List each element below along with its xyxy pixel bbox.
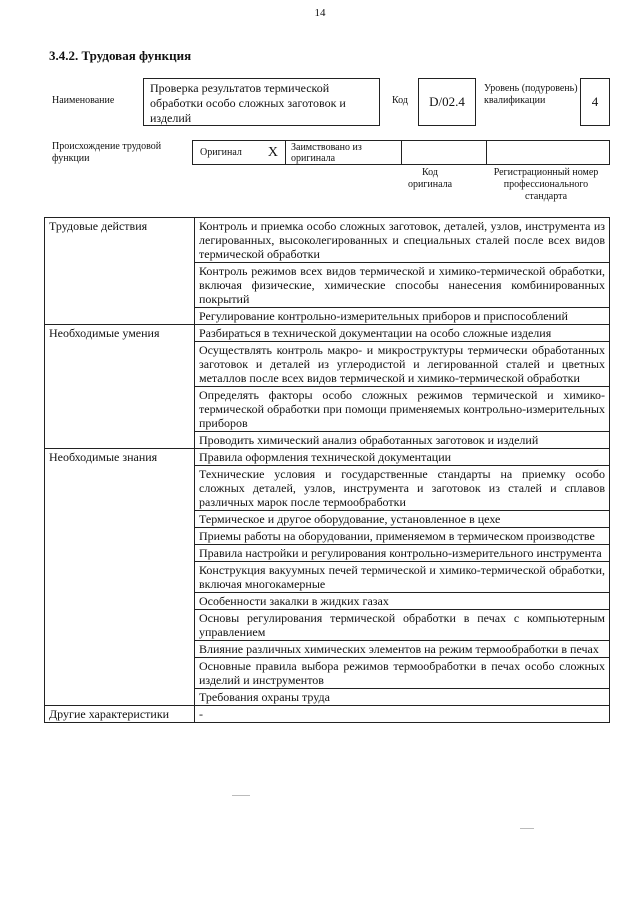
level-value-box: 4 — [580, 78, 610, 126]
function-name-box: Проверка результатов термической обработки особо сложных заготовок и изделий — [143, 78, 380, 126]
level-label: Уровень (подуровень) квалификации — [484, 83, 578, 106]
knowledge-item: Технические условия и государственные стандарты на приемку особо сложных деталей, узлов, инструмента и заготовок из сталей и сплавов различных марок после термообработки — [195, 466, 610, 511]
borrowed-label: Заимствовано из оригинала — [286, 141, 402, 164]
labor-actions-label: Трудовые действия — [45, 218, 195, 325]
code-label: Код — [392, 95, 408, 106]
scan-artifact — [232, 795, 250, 796]
knowledge-item: Основные правила выбора режимов термообработки в печах особо сложных изделий и инструментов — [195, 658, 610, 689]
skill-item: Осуществлять контроль макро- и микроструктуры термически обработанных заготовок и деталей из углеродистой и легированной сталей и цветных металлов после всех видов термической и химико-термической обработки — [195, 342, 610, 387]
registration-number-cell — [487, 141, 609, 164]
knowledge-item: Конструкция вакуумных печей термической и химико-термической обработки, включая многокамерные — [195, 562, 610, 593]
origin-label: Происхождение трудовой функции — [52, 141, 162, 164]
knowledge-item: Требования охраны труда — [195, 689, 610, 706]
required-skills-label: Необходимые умения — [45, 325, 195, 449]
registration-caption: Регистрационный номер профессионального стандарта — [493, 167, 599, 202]
knowledge-item: Правила настройки и регулирования контрольно-измерительного инструмента — [195, 545, 610, 562]
scan-artifact — [520, 828, 534, 829]
origin-row — [192, 140, 610, 165]
original-label: Оригинал — [200, 147, 242, 158]
labor-action-item: Контроль и приемка особо сложных заготовок, деталей, узлов, инструмента из легированных, высоколегированных и специальных сталей после всех видов термической обработки — [195, 218, 610, 263]
original-mark: X — [267, 144, 278, 160]
page-number: 14 — [314, 7, 326, 19]
knowledge-item: Приемы работы на оборудовании, применяемом в термическом производстве — [195, 528, 610, 545]
knowledge-item: Основы регулирования термической обработки в печах с компьютерным управлением — [195, 610, 610, 641]
skill-item: Определять факторы особо сложных режимов термической и химико-термической обработки при помощи применяемых контрольно-измерительных приборов — [195, 387, 610, 432]
table-row — [45, 449, 610, 466]
skill-item: Проводить химический анализ обработанных заготовок и изделий — [195, 432, 610, 449]
name-label: Наименование — [52, 95, 115, 106]
code-value-box: D/02.4 — [418, 78, 476, 126]
original-cell — [193, 141, 286, 164]
knowledge-item: Термическое и другое оборудование, установленное в цехе — [195, 511, 610, 528]
original-code-caption: Код оригинала — [407, 167, 453, 190]
skill-item: Разбираться в технической документации на особо сложные изделия — [195, 325, 610, 342]
labor-action-item: Контроль режимов всех видов термической и химико-термической обработки, включая физические, химические способы нанесения комбинированных покрытий — [195, 263, 610, 308]
other-characteristics-value: - — [195, 706, 610, 723]
other-characteristics-label: Другие характеристики — [45, 706, 195, 723]
required-knowledge-label: Необходимые знания — [45, 449, 195, 706]
section-title: 3.4.2. Трудовая функция — [49, 48, 192, 63]
table-row — [45, 325, 610, 342]
knowledge-item: Влияние различных химических элементов на режим термообработки в печах — [195, 641, 610, 658]
knowledge-item: Правила оформления технической документации — [195, 449, 610, 466]
labor-action-item: Регулирование контрольно-измерительных приборов и приспособлений — [195, 308, 610, 325]
original-code-cell — [402, 141, 487, 164]
knowledge-item: Особенности закалки в жидких газах — [195, 593, 610, 610]
function-details-table — [44, 217, 610, 723]
table-row — [45, 218, 610, 263]
table-row — [45, 706, 610, 723]
